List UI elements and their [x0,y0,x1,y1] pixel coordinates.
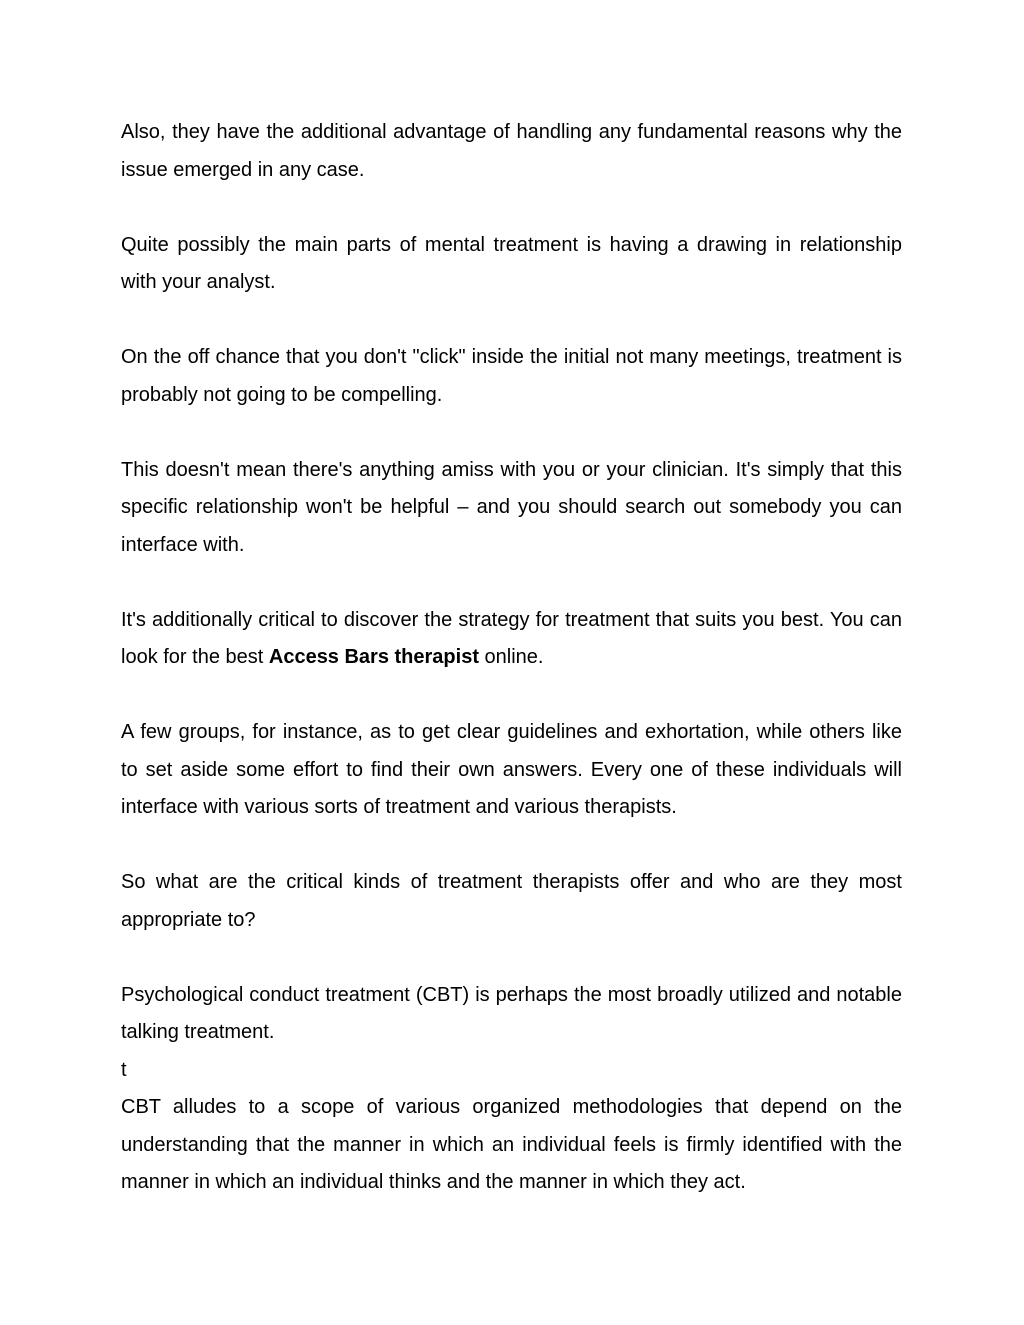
paragraph-cbt-description: CBT alludes to a scope of various organized methodologies that depend on the understanding that the manner in which an individual feels is firmly identified with the manner in which an individual thinks and the manner in which they act. [121,1096,902,1193]
stray-character-line: t [121,1058,127,1081]
document-body [121,114,902,1239]
access-bars-therapist-keyword: Access Bars therapist [268,646,479,668]
paragraph-click-meetings: On the off chance that you don't "click" inside the initial not many meetings, treatment is probably not going to be compelling. [121,346,902,406]
paragraph-relationship-with-analyst: Quite possibly the main parts of mental treatment is having a drawing in relationship with your analyst. [121,233,902,293]
paragraph-additional-advantage: Also, they have the additional advantage of handling any fundamental reasons why the issue emerged in any case. [121,121,902,181]
paragraph-treatment-strategy-text-after: online. [478,646,544,668]
paragraph-cbt-intro: Psychological conduct treatment (CBT) is perhaps the most broadly utilized and notable talking treatment. [121,983,902,1043]
paragraph-nothing-amiss: This doesn't mean there's anything amiss with you or your clinician. It's simply that this specific relationship won't be helpful – and you should search out somebody you can interface with. [121,458,902,556]
paragraph-guidelines-exhortation: A few groups, for instance, as to get clear guidelines and exhortation, while others like to set aside some effort to find their own answers. Every one of these individuals will interface with various sorts of treatment and various therapists. [121,721,902,818]
paragraph-treatment-strategy-text-before: It's additionally critical to discover the strategy for treatment that suits you best. You can look for the best [121,608,902,668]
paragraph-critical-kinds-question: So what are the critical kinds of treatment therapists offer and who are they most appropriate to? [121,871,902,931]
paragraph-treatment-strategy [121,602,902,677]
